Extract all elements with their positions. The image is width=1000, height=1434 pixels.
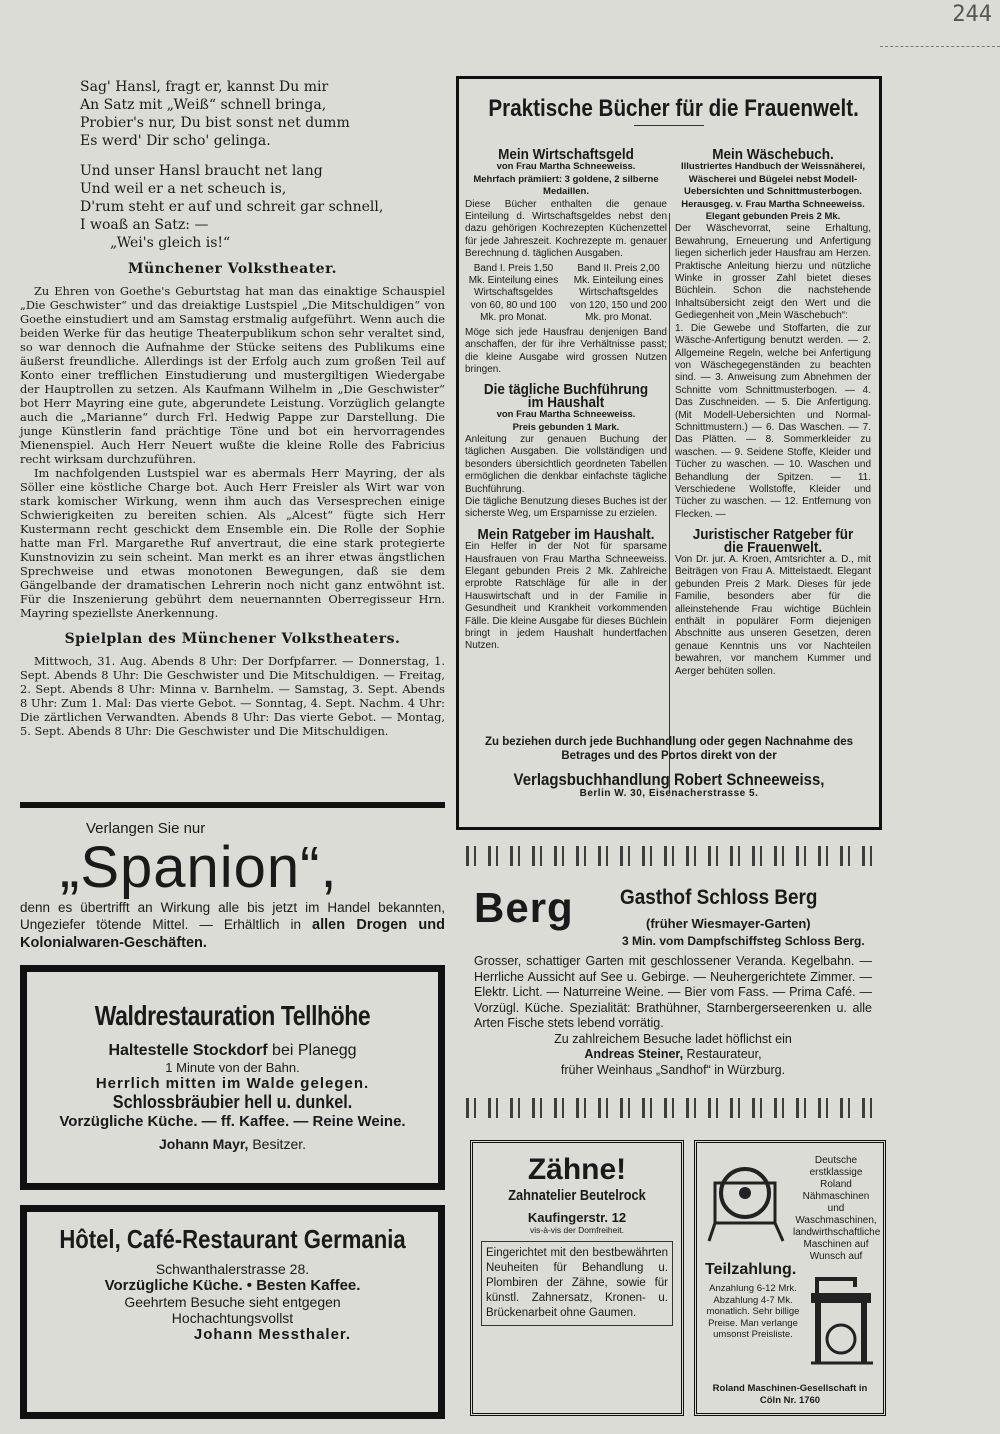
poem-line: I woaß an Satz: — xyxy=(80,217,209,233)
spanion-text xyxy=(20,899,445,952)
berg-former-owner: früher Weinhaus „Sandhof“ in Würzburg. xyxy=(560,1062,786,1077)
book-note: Die tägliche Benutzung dieses Buches ist der sicherste Weg, um Ersparnisse zu erzielen. xyxy=(465,495,667,520)
spanion-stores: allen Drogen und Kolonialwaren-Geschäften. xyxy=(20,917,445,951)
stop-name: Haltestelle Stockdorf xyxy=(108,1042,268,1059)
schedule-heading: Spielplan des Münchener Volkstheaters. xyxy=(64,631,401,647)
waldrestauration-ad xyxy=(20,965,445,1190)
article-paragraph: Im nachfolgenden Lustspiel war es abermals Herr Mayring, der als Söller eine köstliche Charge bot. Auch Herr Freisler als Wirt war von stark komischer Wirkung, wenn ihm auch das Versesprechen einige Schwierigkeiten zu bereiten schien. Als „Alcest“ fügte sich Herr Kustermann recht geschickt dem Ensemble ein. Die Rolle der Sophie hatte man Frl. Margarethe Ruf anvertraut, die eine stark protegierte Kunstnovizin zu sein scheint. Man merkt es an ihrer etwas ängstlichen Sprechweise und etwas monotonen Bewegungen, daß sie dem Gängelbande der dramatischen Lehrerin noch nicht ganz entwöhnt ist. Für die Inszenierung gebührt dem neuernannten Oberregisseur Hrn. Mayring speziellste Anerkennung. xyxy=(20,466,445,620)
book-award: Mehrfach prämiiert: 3 goldene, 2 silberne Medaillen. xyxy=(473,173,659,198)
owner-name: Johann Mayr, xyxy=(158,1136,249,1152)
book-bands xyxy=(465,263,667,325)
spanion-name: „Spanion“, xyxy=(60,835,338,900)
book-description: Der Wäschevorrat, seine Erhaltung, Bewahrung, Erneuerung und Anfertigung liegen sicherlich jeder Hausfrau am Herzen. Praktische Anleitung hierzu und nützliche Winke in grosser Zahl bietet dieses Büchlein. Schon die nachstehende Inhaltsübersicht zeigt den Wert und die Gediegenheit von „Mein Wäschebuch“: xyxy=(675,223,871,322)
book-subtitle: Illustriertes Handbuch der Weissnäherei, Wäscherei und Bügelei nebst Modell-Uebersichten und Schnittmusterbogen. xyxy=(680,161,866,198)
roland-ad xyxy=(694,1140,886,1416)
book-price: Elegant gebunden Preis 2 Mk. xyxy=(705,211,841,223)
waldrestauration-owner xyxy=(37,1136,428,1152)
germania-title xyxy=(58,1224,407,1255)
book-contents: 1. Die Gewebe und Stoffarten, die zur Wäsche-Anfertigung benutzt werden. — 2. Allgemeine Regeln, welche bei Anfertigung von Wäschegegenständen zu beachten sind. — 3. Anweisung zum Abnehmen der Schnitte vom Schnittmusterbogen. — 4. Das Zuschneiden. — 5. Die Anfertigung. (Mit Modell-Uebersichten und Normal-Schnittmustern.) — 6. Das Waschen. — 7. Das Plätten. — 8. Sommerkleider zu waschen. — 9. Seidene Stoffe, Kleider und Tücher zu waschen. — 10. Waschen und Behandlung der Spitzen. — 11. Verschiedene Wollstoffe, Kleider und Tücher zu waschen. — 12. Entfernung von Flecken. — xyxy=(675,322,871,520)
poem-line: Und unser Hansl braucht net lang xyxy=(80,163,323,179)
roland-top-text: Deutsche erstklassige Roland Nähmaschinen und Waschmaschinen, landwirthschaftliche Maschinen auf Wunsch auf xyxy=(793,1155,881,1262)
poem-line: „Wei's gleich is!“ xyxy=(110,235,231,251)
title-rule xyxy=(634,125,704,126)
germania-owner: Johann Messthaler. xyxy=(193,1326,352,1343)
zahne-ad xyxy=(470,1140,684,1416)
poem-line: Sag' Hansl, fragt er, kannst Du mir xyxy=(80,79,329,95)
frauenwelt-title: Praktische Bücher für die Frauenwelt. xyxy=(488,95,859,122)
theatre-article xyxy=(20,262,445,738)
waldrestauration-beer: Schlossbräubier hell u. dunkel. xyxy=(112,1092,353,1112)
sewing-machine-illustration xyxy=(805,1273,879,1369)
book-price: Preis gebunden 1 Mark. xyxy=(512,421,620,433)
owner-role: Besitzer. xyxy=(248,1136,307,1152)
frauenwelt-right-column xyxy=(675,146,871,678)
roland-company: Roland Maschinen-Gesellschaft in Cöln Nr. 1760 xyxy=(712,1383,868,1406)
germania-street: Schwanthalerstrasse 28. xyxy=(155,1261,310,1277)
zahne-title: Zähne! xyxy=(527,1153,627,1186)
frauenwelt-footer xyxy=(469,735,869,801)
germania-offer: Vorzügliche Küche. • Besten Kaffee. xyxy=(104,1277,361,1294)
poem-line: An Satz mit „Weiß“ schnell bringa, xyxy=(80,97,327,113)
berg-title: Gasthof Schloss Berg xyxy=(620,886,818,909)
germania-ad xyxy=(20,1205,445,1419)
poem xyxy=(80,78,440,264)
book-description: Anleitung zur genauen Buchung der täglichen Ausgaben. Die vollständigen und besonders übersichtlich geordneten Tabellen ermöglichen die denkbar einfachste tägliche Buchführung. xyxy=(465,433,667,495)
poem-line: Probier's nur, Du bist sonst net dumm xyxy=(80,115,350,131)
article-heading: Münchener Volkstheater. xyxy=(127,261,338,277)
zahne-atelier: Zahnatelier Beutelrock xyxy=(508,1187,646,1204)
article-paragraph: Zu Ehren von Goethe's Geburtstag hat man das einaktige Schauspiel „Die Geschwister“ und das dreiaktige Lustspiel „Die Mitschuldigen“ von Goethe einstudiert und am Samstag erstmalig aufgeführt. Wenn auch die beiden Werke für das heutige Theaterpublikum schon sehr veraltet sind, so war dennoch die Aufnahme der Stücke seitens des Publikums eine äußerst freundliche. Allerdings ist der Erfolg auch zum großen Teil auf Konto einer trefflichen Einstudierung und mustergiltigen Wiedergabe der Hauptrollen zu setzen. Als Kaufmann Wilhelm in „Die Geschwister“ bot Herr Mayring eine gute, abgerundete Leistung. Vorzüglich gelangte auch die „Marianne“ durch Frl. Hedwig Pappe zur Darstellung. Die junge Künstlerin fand prächtige Töne und bot ein hervorragendes Mienenspiel. Auch Herr Neuert wußte die kleine Rolle des Fabricius recht wirksam durchzuführen. xyxy=(20,284,445,466)
book-author: von Frau Martha Schneeweiss. xyxy=(496,409,636,421)
book-description: Ein Helfer in der Not für sparsame Hausfrauen von Frau Martha Schneeweiss. Elegant gebunden Preis 2 Mk. Zahlreiche erprobte Ratschläge für alle in der Hauswirtschaft und in der Familie in Gesundheit und Krankheit vorkommenden Fälle. Die kleine Ausgabe für dieses Büchlein bringt in jedem Haushalt hundertfachen Nutzen. xyxy=(465,541,667,652)
waldrestauration-title: Waldrestauration Tellhöhe xyxy=(94,1000,371,1031)
berg-text: Grosser, schattiger Garten mit geschlossener Veranda. Kegelbahn. — Herrliche Aussicht auf See u. Gebirge. — Neuhergerichtete Zimmer. — Elektr. Licht. — Naturreine Weine. — Bier vom Fass. — Prima Café. — Vorzügl. Küche. Spezialität: Brathühner, Starnbergerseerenken u. alle Arten Fische stets lebend vorrätig. xyxy=(474,954,872,1030)
zahne-street: Kaufingerstr. 12 xyxy=(527,1210,627,1225)
book-author: Herausgeg. v. Frau Martha Schneeweiss. xyxy=(681,198,865,210)
berg-former-name: (früher Wiesmayer-Garten) xyxy=(646,916,811,931)
berg-invite: Zu zahlreichem Besuche ladet höflichst ein xyxy=(554,1031,792,1046)
frauenwelt-ad xyxy=(456,76,882,830)
poem-line: D'rum steht er auf und schreit gar schnell, xyxy=(80,199,384,215)
ornament-border xyxy=(466,1098,880,1118)
berg-distance: 3 Min. vom Dampfschiffsteg Schloss Berg. xyxy=(622,934,865,948)
page-number: 244 xyxy=(952,2,992,27)
publisher-address: Berlin W. 30, Eisenacherstrasse 5. xyxy=(579,788,759,799)
book-description: Diese Bücher enthalten die genaue Einteilung d. Wirtschaftsgeldes nebst den dazu gehörigen Kochrezepten Küchenzettel für jede Jahreszeit. Kochrezepte m. genauer Berechnung d. täglichen Ausgaben. xyxy=(465,198,667,260)
ornament-border xyxy=(466,846,880,866)
poem-line: Und weil er a net scheuch is, xyxy=(80,181,287,197)
spanion-body: denn es übertrifft an Wirkung alle bis jetzt im Handel bekannten, Ungeziefer tötende Mittel. — Erhältlich in xyxy=(20,900,445,932)
berg-owner-name: Andreas Steiner, xyxy=(584,1047,684,1061)
publisher-name: Verlagsbuchhandlung Robert Schneeweiss, xyxy=(513,770,825,789)
stop-place: bei Planegg xyxy=(267,1042,357,1059)
poem-stanza-1 xyxy=(80,78,440,150)
berg-big-title: Berg xyxy=(474,884,574,931)
divider-line xyxy=(880,46,1000,47)
berg-body xyxy=(474,954,872,1078)
waldrestauration-distance: 1 Minute von der Bahn. xyxy=(165,1060,300,1075)
zahne-text: Eingerichtet mit den bestbewährten Neuheiten für Behandlung u. Plombiren der Zähne, sowie für künstl. Zahnersatz, Kronen- u. Brückenarbeit ohne Gaumen. xyxy=(481,1241,673,1326)
waldrestauration-location: Herrlich mitten im Walde gelegen. xyxy=(95,1075,370,1092)
roland-terms: Anzahlung 6-12 Mrk. Abzahlung 4-7 Mk. monatlich. Sehr billige Preise. Man verlange umsonst Preisliste. xyxy=(706,1283,800,1340)
book-title: Juristischer Ratgeber für die Frauenwelt. xyxy=(692,526,854,556)
poem-stanza-2 xyxy=(80,162,440,252)
book-description: Von Dr. jur. A. Kroen, Amtsrichter a. D., mit Beiträgen von Frau A. Mittelstaedt. Elegant gebunden Preis 2 Mark. Dieses für jede Familie, besonders aber für die alleinstehende Frau wichtige Büchlein enthält in populärer Form diejenigen Abschnitte aus unseren Gesetzen, deren genaue Kenntnis uns vor Nachteilen bewahren, vor manchem Kummer und Aerger behüten sollen. xyxy=(675,554,871,677)
berg-owner xyxy=(474,1047,872,1063)
book-title: Mein Ratgeber im Haushalt. xyxy=(477,525,655,543)
book-title: Mein Wirtschaftsgeld xyxy=(498,146,634,163)
frauenwelt-left-column xyxy=(465,146,667,653)
book-title: Die tägliche Buchführung im Haushalt xyxy=(483,381,649,411)
washing-machine-illustration xyxy=(705,1153,795,1243)
waldrestauration-menu: Vorzügliche Küche. — ff. Kaffee. — Reine Weine. xyxy=(59,1113,406,1130)
germania-title-a: Hôtel, Café-Restaurant xyxy=(59,1224,304,1254)
berg-ad xyxy=(466,872,880,1092)
book-note: Möge sich jede Hausfrau denjenigen Band anschaffen, der für ihre Verhältnisse passt; die kleine Ausgabe wird grossen Nutzen bringen. xyxy=(465,326,667,375)
band-1: Band I. Preis 1,50 Mk. Einteilung eines Wirtschaftsgeldes von 60, 80 und 100 Mk. pro Monat. xyxy=(468,262,559,324)
band-2: Band II. Preis 2,00 Mk. Einteilung eines Wirtschaftsgeldes von 120, 150 und 200 Mk. pro Monat. xyxy=(570,262,667,324)
germania-title-b: Germania xyxy=(303,1224,406,1254)
germania-invite: Geehrtem Besuche sieht entgegen xyxy=(124,1294,341,1310)
roland-installment: Teilzahlung. xyxy=(705,1261,797,1278)
waldrestauration-content xyxy=(37,1000,428,1152)
zahne-opposite: vis-à-vis der Domfreiheit. xyxy=(530,1225,624,1235)
book-title: Mein Wäschebuch. xyxy=(712,146,834,163)
germania-regards: Hochachtungsvollst xyxy=(171,1310,294,1326)
spanion-intro: Verlangen Sie nur xyxy=(86,820,206,837)
berg-owner-role: Restaurateur, xyxy=(683,1047,762,1061)
poem-line: Es werd' Dir scho' gelinga. xyxy=(80,133,271,149)
spanion-ad xyxy=(20,802,445,960)
waldrestauration-stop xyxy=(37,1042,428,1060)
schedule-text: Mittwoch, 31. Aug. Abends 8 Uhr: Der Dorfpfarrer. — Donnerstag, 1. Sept. Abends 8 Uhr: Die Geschwister und Die Mitschuldigen. — Freitag, 2. Sept. Abends 8 Uhr: Minna v. Barnhelm. — Samstag, 3. Sept. Abends 8 Uhr: Zum 1. Mal: Das vierte Gebot. — Sonntag, 4. Sept. Nachm. 4 Uhr: Die zärtlichen Verwandten. Abends 8 Uhr: Das vierte Gebot. — Montag, 5. Sept. Abends 8 Uhr: Die Geschwister und Die Mitschuldigen. xyxy=(20,654,445,738)
column-divider xyxy=(669,213,670,793)
order-text: Zu beziehen durch jede Buchhandlung oder gegen Nachnahme des Betrages und des Portos direkt von der xyxy=(484,736,854,762)
book-author: von Frau Martha Schneeweiss. xyxy=(496,161,636,173)
